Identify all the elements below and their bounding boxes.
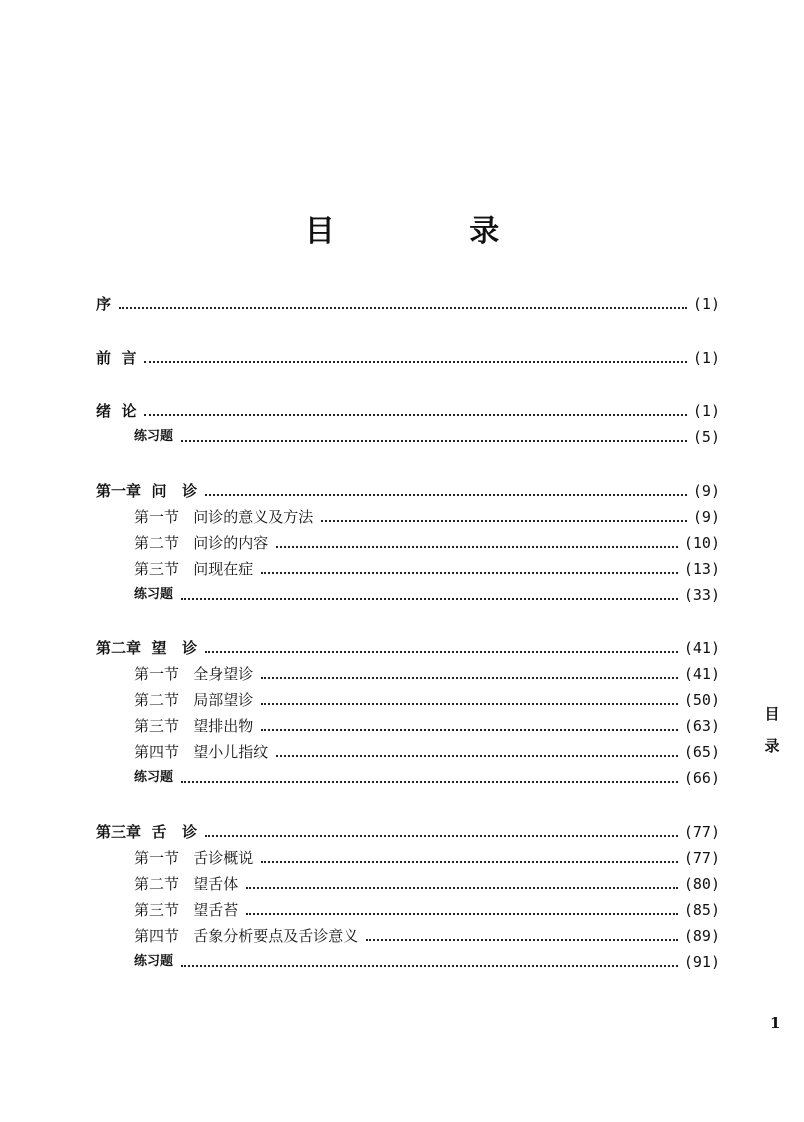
toc-entry-page: (10) bbox=[683, 534, 720, 552]
toc-entry bbox=[96, 920, 720, 946]
dot-leader bbox=[119, 307, 687, 309]
dot-leader bbox=[144, 361, 686, 363]
side-running-head bbox=[762, 698, 782, 762]
dot-leader bbox=[261, 729, 678, 731]
page-title: 目 录 bbox=[304, 214, 562, 249]
dot-leader bbox=[144, 414, 686, 416]
toc-entry-label: 第二节 问诊的内容 bbox=[134, 534, 269, 552]
dot-leader bbox=[181, 598, 678, 600]
toc-entry bbox=[96, 658, 720, 684]
dot-leader bbox=[276, 546, 678, 548]
toc-entry-label: 前 言 bbox=[96, 349, 137, 367]
toc-entry-label: 第四节 舌象分析要点及舌诊意义 bbox=[134, 927, 359, 945]
toc-entry bbox=[96, 762, 720, 788]
dot-leader bbox=[181, 781, 678, 783]
dot-leader bbox=[261, 703, 678, 705]
toc-entry-label: 练习题 bbox=[134, 954, 174, 969]
toc-entry-page: (1) bbox=[692, 295, 720, 313]
toc-entry-label: 第二节 望舌体 bbox=[134, 875, 239, 893]
toc-entry bbox=[96, 553, 720, 579]
toc-entry bbox=[96, 342, 720, 368]
toc-entry bbox=[96, 475, 720, 501]
side-char-1: 目 bbox=[764, 705, 780, 723]
toc-entry bbox=[96, 842, 720, 868]
toc-entry bbox=[96, 736, 720, 762]
toc-entry-label: 第三节 望排出物 bbox=[134, 717, 254, 735]
toc-entry-label: 第一节 舌诊概说 bbox=[134, 849, 254, 867]
toc-entry-page: (9) bbox=[692, 482, 720, 500]
toc-entry-page: (91) bbox=[683, 953, 720, 971]
toc-entry-label: 第一节 问诊的意义及方法 bbox=[134, 508, 314, 526]
toc-entry-page: (5) bbox=[692, 428, 720, 446]
toc-entry-page: (77) bbox=[683, 823, 720, 841]
toc-entry-label: 绪 论 bbox=[96, 402, 137, 420]
toc-entry-label: 第四节 望小儿指纹 bbox=[134, 743, 269, 761]
toc-entry-page: (50) bbox=[683, 691, 720, 709]
toc-entry-page: (41) bbox=[683, 665, 720, 683]
toc-entry-label: 序 bbox=[96, 295, 112, 313]
dot-leader bbox=[181, 440, 687, 442]
dot-leader bbox=[181, 965, 678, 967]
toc-entry bbox=[96, 501, 720, 527]
toc-entry-page: (33) bbox=[683, 586, 720, 604]
toc-entry bbox=[96, 527, 720, 553]
toc-entry-page: (41) bbox=[683, 639, 720, 657]
toc-entry bbox=[96, 894, 720, 920]
toc-entry-page: (65) bbox=[683, 743, 720, 761]
page-number: 1 bbox=[770, 1014, 781, 1032]
toc-entry-label: 练习题 bbox=[134, 587, 174, 602]
toc-entry-label: 练习题 bbox=[134, 770, 174, 785]
toc-entry bbox=[96, 421, 720, 447]
toc-entry-page: (9) bbox=[692, 508, 720, 526]
toc-entry-page: (63) bbox=[683, 717, 720, 735]
toc-entry bbox=[96, 395, 720, 421]
toc-entry-page: (1) bbox=[692, 402, 720, 420]
dot-leader bbox=[246, 913, 678, 915]
toc-entry bbox=[96, 816, 720, 842]
dot-leader bbox=[246, 887, 678, 889]
dot-leader bbox=[321, 520, 687, 522]
toc-entry-page: (77) bbox=[683, 849, 720, 867]
dot-leader bbox=[261, 572, 678, 574]
toc-entry-label: 第二节 局部望诊 bbox=[134, 691, 254, 709]
toc-entry-label: 练习题 bbox=[134, 429, 174, 444]
toc-entry-page: (66) bbox=[683, 769, 720, 787]
dot-leader bbox=[261, 861, 678, 863]
dot-leader bbox=[205, 835, 678, 837]
toc-entry bbox=[96, 288, 720, 314]
toc-entry bbox=[96, 579, 720, 605]
toc-entry bbox=[96, 684, 720, 710]
toc-entry bbox=[96, 632, 720, 658]
toc-entry-label: 第一章 问 诊 bbox=[96, 482, 198, 500]
toc-entry-page: (13) bbox=[683, 560, 720, 578]
dot-leader bbox=[276, 755, 678, 757]
side-char-2: 录 bbox=[764, 737, 780, 755]
toc-entry bbox=[96, 946, 720, 972]
dot-leader bbox=[261, 677, 678, 679]
dot-leader bbox=[366, 939, 678, 941]
toc-entry bbox=[96, 868, 720, 894]
dot-leader bbox=[205, 651, 678, 653]
toc-entry-page: (85) bbox=[683, 901, 720, 919]
toc-entry-label: 第三章 舌 诊 bbox=[96, 823, 198, 841]
toc-entry-label: 第二章 望 诊 bbox=[96, 639, 198, 657]
toc-entry-page: (80) bbox=[683, 875, 720, 893]
toc-entry-label: 第一节 全身望诊 bbox=[134, 665, 254, 683]
dot-leader bbox=[205, 494, 687, 496]
toc-entry-page: (89) bbox=[683, 927, 720, 945]
toc-entry-label: 第三节 望舌苔 bbox=[134, 901, 239, 919]
toc-entry-page: (1) bbox=[692, 349, 720, 367]
toc-entry bbox=[96, 710, 720, 736]
toc-entry-label: 第三节 问现在症 bbox=[134, 560, 254, 578]
